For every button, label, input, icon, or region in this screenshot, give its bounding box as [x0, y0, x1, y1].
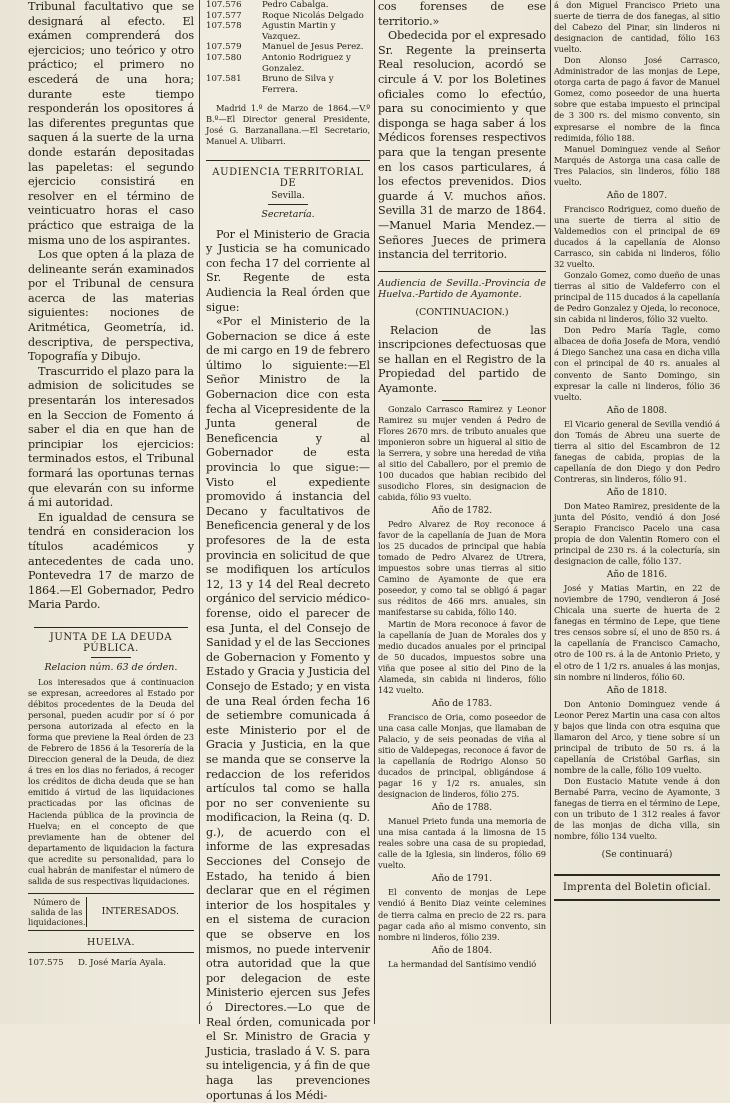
paragraph: Trascurrido el plazo para la admision de solicitudes se presentarán los interesados en la Seccion de Fomento á saber el dia en que han de principiar los ejercicios: terminados estos, el Tribunal formará las oportunas ternas que elevarán con su informe á mi autoridad.: [28, 364, 194, 510]
column-4: [554, 0, 720, 1024]
creditor-name: D. José María Ayala.: [78, 957, 166, 968]
entry: La hermandad del Santísimo vendió: [388, 958, 537, 969]
short-divider: [268, 204, 308, 205]
divider: [28, 930, 194, 931]
year-heading: Año de 1782.: [431, 506, 493, 517]
column-1: [28, 0, 194, 1024]
paragraph: Obedecida por el expresado Sr. Regente la preinserta Real resolucion, acordó se circule á V. por los Boletines oficiales como lo efectúo, para su conocimiento y que disponga se haga saber á los Médicos forenses respectivos para que la tengan presente en los casos particulares, á los efectos prevenidos. Dios guarde á V. muchos años. Sevilla 31 de marzo de 1864.—Manuel Maria Mendez.—Señores Jueces de primera instancia del territorio.: [378, 29, 546, 262]
creditors-table-header: [28, 897, 194, 927]
table-row: [206, 0, 370, 11]
entry: Don Eustacio Matute vende á don Bernabé Parra, vecino de Ayamonte, 3 fanegas de tierra en el término de Lepe, con un tributo de 1 312 reales á favor de las monjas de dicha villa, sin nombre, fólio 134 vuelto.: [554, 775, 720, 842]
creditor-name: Agustin Martin y Vazquez.: [262, 21, 336, 42]
creditor-name: Manuel de Jesus Perez.: [262, 42, 364, 53]
table-header-names: INTERESADOS.: [101, 905, 179, 917]
audiencia-heading: Audiencia de Sevilla.-Provincia de Huelva.-Partido de Ayamonte.: [378, 277, 546, 301]
year-heading: Año de 1788.: [431, 803, 493, 814]
column-2: [206, 0, 370, 1102]
salida-number: 107.578: [206, 21, 242, 32]
entry: Francisco Rodriguez, como dueño de una suerte de tierra al sitio de Valdemedios con el principal de 69 ducados á la capellanía de Alonso Carrasco, sin cabida ni linderos, fólio 32 vuelto.: [554, 203, 720, 270]
year-heading: Año de 1804.: [431, 945, 493, 956]
table-row: [206, 42, 370, 53]
section-title-junta: JUNTA DE LA DEUDA PÚBLICA.: [49, 631, 173, 654]
paragraph: «Por el Ministerio de la Gobernacion se dice á este de mi cargo en 19 de febrero último lo siguiente:—El Señor Ministro de la Gobernacion dice con esta fecha al Vicepresidente de la Junta general de Beneficencia y al Gobernador de esta provincia lo que sigue:—Visto el expediente promovido á instancia del Decano y facultativos de Beneficencia general y de los profesores de la de esta provincia en solicitud de que se modifiquen los artículos 12, 13 y 14 del Real decreto orgánico del servicio médico-forense, oido el parecer de esa Junta, el del Consejo de Sanidad y el de las Secciones de Gobernacion y Fomento y Estado y Gracia y Justicia del Consejo de Estado; y en vista de una Real órden fecha 16 de setiembre comunicada á este Ministerio por el de Gracia y Justicia, en la que se manda que se conserve la redaccion de los referidos artículos tal como se halla por no ser conveniente su modificacion, la Reina (q. D. g.), de acuerdo con el informe de las expresadas Secciones del Consejo de Estado, ha tenido á bien declarar que en el régimen interior de los hospitales y en el sistema de curacion que se observe en los mismos, no puede intervenir otra autoridad que la que por delegacion de este Ministerio ejercen sus Jefes ó Directores.—Lo que de Real órden, comunicada por el Sr. Ministro de Gracia y Justicia, traslado á V. S. para su inteligencia, y á fin de que haga las prevenciones oportunas á los Médi-: [206, 315, 370, 1102]
divider: [554, 874, 720, 876]
divider: [28, 952, 194, 953]
table-row: [206, 21, 370, 42]
entry: Gonzalo Gomez, como dueño de unas tierras al sitio de Valdeferro con el principal de 115 ducados á la capellanía de Pedro Gonzalez y Ojeda, lo reconoce, sin cabida ni linderos, fólio 32 vuelto.: [554, 270, 720, 325]
entry: El convento de monjas de Lepe vendió á Benito Diaz veinte celemines de tierra calma en precio de 22 rs. para pagar cada año al mismo convento, sin nombre ni linderos, fólio 239.: [378, 887, 546, 942]
divider: [34, 627, 188, 628]
entry: Martin de Mora reconoce á favor de la capellanía de Juan de Morales dos y medio ducados anuales por el principal de 50 ducados, impuestos sobre una viña que posee al sitio del Pino de la Alameda, sin cabida ni linderos, fólio 142 vuelto.: [378, 618, 546, 695]
paragraph: En igualdad de censura se tendrá en consideracion los títulos académicos y antecedentes de cada uno. Pontevedra 17 de marzo de 1864.—El Gobernador, Pedro Maria Pardo.: [28, 510, 194, 612]
entry: Gonzalo Carrasco Ramirez y Leonor Ramirez su mujer venden á Pedro de Flores 2670 mrs. de tributo anuales que imponieron sobre un higueral al sitio de la Serrera, y sobre una heredad de viña al sitio del Caballero, por el premio de 100 ducados que habian recibido del susodicho Flores, sin designacion de cabida, fólio 93 vuelto.: [378, 403, 546, 503]
paragraph: Los interesados que á continuacion se expresan, acreedores al Estado por débitos procedentes de la Deuda del personal, pueden acudir por sí ó por persona autorizada al efecto en la forma que previene la Real órden de 23 de Febrero de 1856 á la Tesorería de la Direccion general de la Deuda, de diez á tres en los dias no feriados, á recoger los créditos de dicha deuda que se han emitido á virtud de las liquidaciones practicadas por las oficinas de Hacienda pública de la provincia de Huelva; en el concepto de que previamente han de obtener del departamento de liquidacion la factura que acredite su personalidad, para lo cual habrán de manifestar el número de salida de sus respectivas liquidaciones.: [28, 676, 194, 886]
salida-number: 107.581: [206, 74, 242, 85]
creditor-name: Bruno de Silva y Ferrera.: [262, 74, 334, 95]
table-row: [206, 53, 370, 74]
short-divider: [91, 657, 131, 658]
year-heading: Año de 1816.: [606, 570, 668, 581]
relacion-title: Relacion de las inscripciones defectuosas que se hallan en el Registro de la Propiedad del partido de Ayamonte.: [378, 323, 546, 396]
signature-block: Madrid 1.º de Marzo de 1864.—V.º B.º—El Director general Presidente, José G. Barzanallana.—El Secretario, Manuel A. Ulibarri.: [206, 103, 370, 147]
column-rule: [199, 0, 200, 1024]
year-heading: Año de 1783.: [431, 698, 493, 709]
entry: El Vicario general de Sevilla vendió á don Tomás de Abreu una suerte de tierra al sitio del Escambron de 12 fanegas de cabida, propias de la capellanía de don Diego y don Pedro Contreras, sin linderos, fólio 91.: [554, 418, 720, 484]
creditors-table: [206, 0, 370, 95]
salida-number: 107.576: [206, 0, 242, 10]
table-header-number: Número de salida de las liquidaciones.: [28, 896, 86, 927]
creditor-name: Antonio Rodriguez y Gonzalez.: [262, 52, 351, 74]
column-3: [378, 0, 546, 1024]
divider: [554, 899, 720, 901]
province-heading: HUELVA.: [86, 936, 135, 948]
audiencia-city: Sevilla.: [271, 190, 305, 201]
secretaria-heading: Secretaría.: [261, 208, 315, 220]
entry: Manuel Dominguez vende al Señor Marqués de Astorga una casa calle de Tres Palacios, sin linderos, fólio 188 vuelto.: [554, 143, 720, 187]
year-heading: Año de 1810.: [606, 487, 668, 498]
entry: Don Antonio Dominguez vende á Leonor Perez Martin una casa con altos y bajos que linda con otra esquina que llamaron del Arco, y tiene sobre sí un principal de tributo de 50 rs. á la capellanía de Cristóbal Garfias, sin nombre de la calle, fólio 109 vuelto.: [554, 698, 720, 775]
salida-number: 107.580: [206, 52, 242, 63]
section-title-audiencia: AUDIENCIA TERRITORIAL DE: [212, 166, 364, 189]
entry: á don Miguel Francisco Prieto una suerte de tierra de dos fanegas, al sitio del Cabezo del Pinar, sin linderos ni designacion de cantidad, fólio 163 vuelto.: [554, 0, 720, 55]
year-heading: Año de 1791.: [431, 874, 493, 885]
year-heading: Año de 1808.: [606, 405, 668, 416]
short-divider: [442, 400, 482, 401]
creditors-table: [28, 958, 194, 969]
divider: [206, 160, 370, 161]
salida-number: 107.577: [206, 10, 242, 21]
paragraph: Por el Ministerio de Gracia y Justicia se ha comunicado con fecha 17 del corriente al Sr. Regente de esta Audiencia la Real órden que sigue:: [206, 227, 370, 314]
paragraph: Los que opten á la plaza de delineante serán examinados por el Tribunal de censura acerca de las materias siguientes: nociones de Aritmética, Geometría, id. descriptiva, de perspectiva, Topografía y Dibujo.: [28, 248, 194, 364]
paragraph: cos forenses de ese territorio.»: [378, 0, 546, 28]
entry: Francisco de Oria, como poseedor de una casa calle Monjas, que llamaban de Palacio, y de seis peonadas de viña al sitio de Valdepegas, reconoce á favor de la capellanía de Rodrigo Alonso 50 ducados de principal, obligándose á pagar 16 y 1/2 rs. anuales, sin designacion de linderos, fólio 275.: [378, 711, 546, 800]
entry: José y Matias Martin, en 22 de noviembre de 1790, vendieron á José Chicala una suerte de huerta de 2 fanegas en término de Lepe, que tiene tres censos sobre sí, el uno de 850 rs. á la capellanía de Francisco Camacho, otro de 100 rs. á la de Antonio Prieto, y el otro de 1 1/2 rs. anuales á las monjas, sin nombre ni linderos, fólio 60.: [554, 583, 720, 682]
salida-number: 107.579: [206, 42, 242, 53]
table-row: [206, 11, 370, 22]
entry: Don Mateo Ramirez, presidente de la junta del Pósito, vendió á don José Serapio Francisco Pacelo una casa propia de don Valentin Romero con el principal de 230 rs. á la colecturía, sin designacion de calle, fólio 137.: [554, 500, 720, 567]
creditor-name: Pedro Cabalga.: [262, 0, 329, 10]
relacion-title: Relacion núm. 63 de órden.: [44, 661, 178, 673]
printer-credit: Imprenta del Boletin oficial.: [562, 882, 711, 894]
entry: Pedro Alvarez de Roy reconoce á favor de la capellanía de Juan de Mora los 25 ducados de principal que había tomado de Pedro Alvarez de Utrera, impuestos sobre unas tierras al sitio Camino de Ayamonte de que era poseedor, y como tal se obligó á pagar sus réditos de 466 mrs. anuales, sin manifestarse su cabida, fólio 140.: [378, 519, 546, 618]
year-heading: Año de 1807.: [606, 190, 668, 201]
continuacion-label: (CONTINUACION.): [415, 306, 509, 318]
entry: Don Pedro María Tagle, como albacea de doña Josefa de Mora, vendió á Diego Sanchez una casa en dicha villa con el principal de 40 rs. anuales al convento de Santo Domingo, sin expresar la calle ni linderos, fólio 36 vuelto.: [554, 325, 720, 402]
column-rule: [550, 0, 551, 1024]
salida-number: 107.575: [28, 957, 64, 968]
year-heading: Año de 1818.: [606, 685, 668, 696]
paragraph: Tribunal facultativo que se designará al efecto. El exámen comprenderá dos ejercicios; uno teórico y otro práctico; el primero no escederá de una hora; durante este tiempo responderán los opositores á las diferentes preguntas que saquen á la suerte de la urna donde estarán depositadas las papeletas: el segundo ejercicio consistirá en resolver en el término de veinticuatro horas el caso práctico que estraiga de la misma uno de los aspirantes.: [28, 0, 194, 247]
table-row: [28, 958, 194, 969]
creditor-name: Roque Nicolás Delgado: [262, 10, 364, 21]
continued-note: (Se continuará): [601, 850, 673, 861]
table-row: [206, 74, 370, 95]
column-rule: [374, 0, 375, 1024]
divider: [28, 893, 194, 894]
entry: Don Alonso José Carrasco, Administrador de las monjas de Lepe, otorga carta de pago á favor de Manuel Gomez, como poseedor de una huerta sobre que estaba impuesto el principal de 3 300 rs. del mismo convento, sin expresarse el nombre de la finca redimida, fólio 188.: [554, 55, 720, 143]
entry: Manuel Prieto funda una memoria de una misa cantada á la limosna de 15 reales sobre una casa de su propiedad, calle de la Iglesia, sin linderos, fólio 69 vuelto.: [378, 816, 546, 871]
divider: [378, 271, 546, 272]
